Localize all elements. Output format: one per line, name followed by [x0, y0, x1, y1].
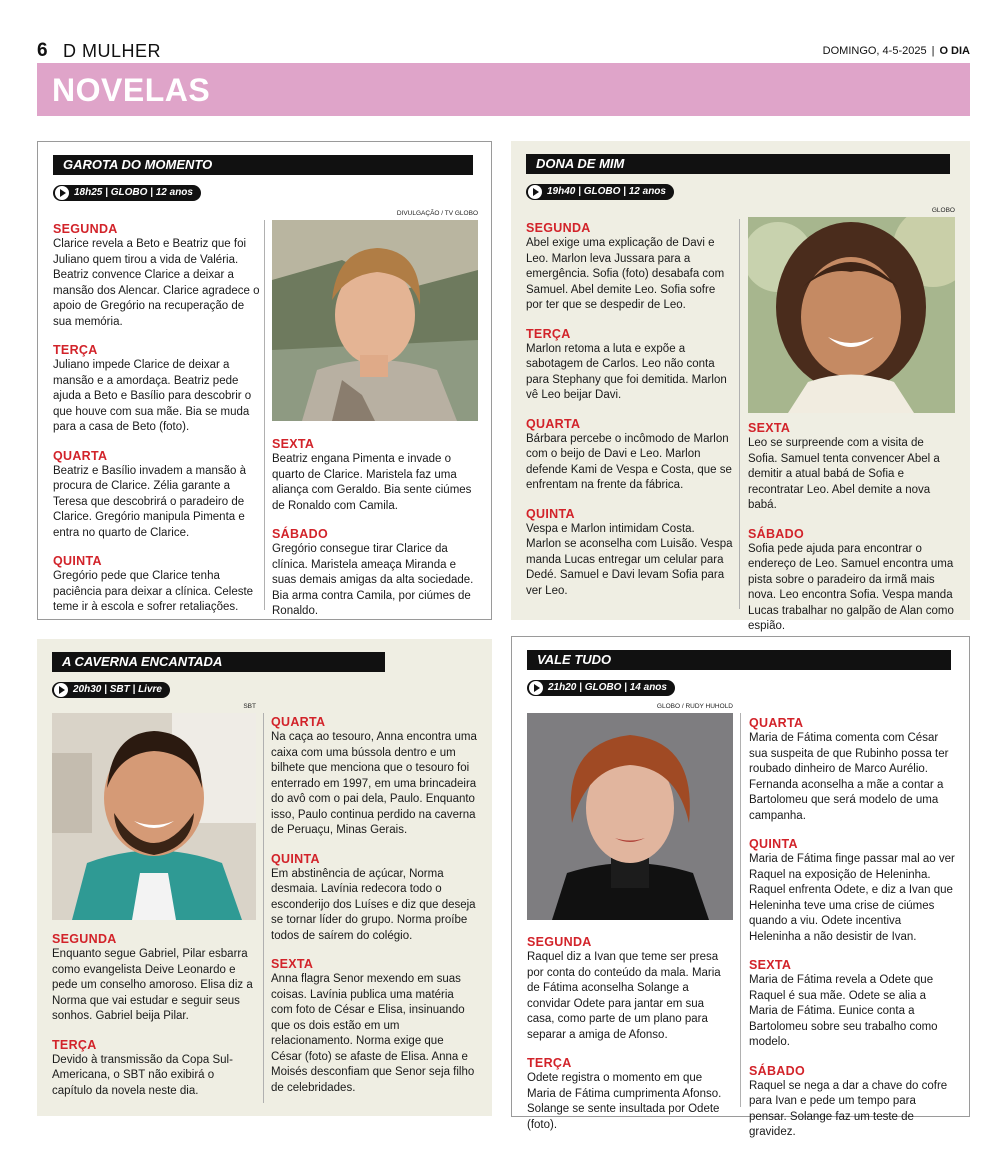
day-label: SEXTA: [748, 421, 791, 435]
day-entry: [749, 716, 956, 824]
synopsis-column-right: [272, 437, 478, 633]
day-entry: [271, 852, 477, 945]
day-label: QUINTA: [526, 506, 575, 521]
column-divider: [263, 713, 264, 1103]
broadcast-info: [527, 680, 675, 696]
column-divider: [264, 220, 265, 610]
column-divider: [739, 219, 740, 609]
broadcast-info-text: 18h25 | GLOBO | 12 anos: [74, 187, 193, 198]
day-entry: [749, 958, 956, 1051]
synopsis-column-right: [748, 421, 955, 648]
day-label: QUINTA: [53, 554, 102, 568]
column-divider: [740, 713, 741, 1107]
day-synopsis: Odete registra o momento em que Maria de Fátima cumprimenta Afonso. Solange se sente insultada por Odete (foto).: [527, 1072, 722, 1131]
section-title: NOVELAS: [52, 72, 211, 108]
page-header: [37, 40, 970, 62]
day-label: SÁBADO: [749, 1063, 805, 1078]
day-label: QUINTA: [271, 851, 320, 866]
day-synopsis: Anna flagra Senor mexendo em suas coisas. Lavínia publica uma matéria com foto de César e Elisa, insinuando que os dois estão em um relacionamento. Norma exige que César (foto) se afaste de Elisa. Anna e Moisés desconfiam que Senor seja filho de celebridades.: [271, 973, 475, 1094]
actor-photo: [52, 713, 256, 920]
day-synopsis: Bárbara percebe o incômodo de Marlon com o beijo de Davi e Leo. Marlon defende Kami de Vespa e Costa, que se enfrentam na frente da fábrica.: [526, 432, 732, 491]
novela-title: GAROTA DO MOMENTO: [53, 155, 473, 175]
day-synopsis: Beatriz e Basílio invadem a mansão à procura de Clarice. Zélia garante a Teresa que descobrirá o paradeiro de Clarice. Gregório manipula Pimenta e entra no quarto de Clarice.: [53, 464, 247, 539]
novela-title: A CAVERNA ENCANTADA: [52, 652, 385, 672]
synopsis-column-left: [526, 221, 733, 612]
day-entry: [749, 1064, 956, 1141]
photo-credit: GLOBO / RUDY HUHOLD: [656, 703, 733, 710]
photo-credit: SBT: [243, 703, 256, 710]
broadcast-info-text: 19h40 | GLOBO | 12 anos: [547, 186, 666, 197]
day-synopsis: Vespa e Marlon intimidam Costa. Marlon se aconselha com Luisão. Vespa manda Lucas entregar um celular para Dedé. Samuel e Davi levam Sofia para ver Leo.: [526, 522, 733, 597]
issue-date: DOMINGO, 4-5-2025: [822, 45, 927, 57]
novela-panel-vale-tudo: [511, 636, 970, 1138]
day-entry: [53, 449, 260, 542]
section-name: D MULHER: [63, 41, 162, 61]
dateline-separator: |: [931, 45, 935, 57]
day-label: QUARTA: [53, 448, 108, 463]
day-label: SEXTA: [272, 437, 315, 451]
broadcast-info: [52, 682, 170, 698]
novela-title: DONA DE MIM: [526, 154, 950, 174]
actor-photo: [272, 220, 478, 421]
day-synopsis: Abel exige uma explicação de Davi e Leo. Marlon leva Jussara para a emergência. Sofia (foto) desabafa com Samuel. Abel demite Leo. Sofia sofre por ter que se despedir de Leo.: [526, 237, 725, 311]
page-number: 6: [37, 40, 48, 61]
day-entry: [52, 932, 256, 1025]
day-label: QUARTA: [526, 416, 581, 431]
day-label: QUARTA: [749, 716, 804, 730]
day-synopsis: Gregório consegue tirar Clarice da clínica. Maristela ameaça Miranda e suas demais amigas da alta sociedade. Bia arma contra Camila, por ciúmes de Ronaldo.: [272, 543, 474, 617]
day-entry: [271, 715, 477, 839]
day-synopsis: Enquanto segue Gabriel, Pilar esbarra como evangelista Deive Leonardo e pede um conselho amoroso. Elisa diz a Norma que vai estudar e seguir seus sonhos. Gabriel beija Pilar.: [52, 948, 253, 1022]
day-label: SEGUNDA: [53, 222, 118, 236]
day-label: SEGUNDA: [526, 221, 591, 235]
day-synopsis: Sofia pede ajuda para encontrar o endereço de Leo. Samuel encontra uma pista sobre o paradeiro da irmã mais nova. Leo encontra Sofia. Vespa manda Lucas trabalhar no galpão de Alan como espião.: [748, 542, 954, 632]
day-synopsis: Gregório pede que Clarice tenha paciência para deixar a clínica. Celeste teme ir à escola e sofrer retaliações.: [53, 570, 254, 613]
day-entry: [53, 554, 260, 616]
day-synopsis: Beatriz engana Pimenta e invade o quarto de Clarice. Maristela faz uma aliança com Geraldo. Bia sente ciúmes de Ronaldo com Camila.: [272, 453, 472, 512]
day-synopsis: Na caça ao tesouro, Anna encontra uma caixa com uma bússola dentro e um bilhete que menciona que o tesouro foi enterrado em 1997, em uma brincadeira do avô com o pai dela, Paulo. Enquanto isso, Paulo continua perdido na caverna de Peruaçu, Minas Gerais.: [271, 731, 477, 836]
day-entry: [527, 1056, 733, 1133]
day-label: SÁBADO: [272, 527, 328, 541]
day-entry: [271, 957, 477, 1096]
day-entry: [526, 327, 733, 404]
day-label: SEGUNDA: [527, 935, 592, 949]
day-synopsis: Em abstinência de açúcar, Norma desmaia. Lavínia redecora todo o esconderijo dos Luíses e diz que deseja se tornar líder do grupo. Norma proíbe todos de saírem do colégio.: [271, 867, 476, 942]
day-synopsis: Maria de Fátima comenta com César sua suspeita de que Rubinho possa ter roubado dinheiro de Marco Aurélio. Fernanda aconselha a mãe a contar a Bartolomeu que será modelo de uma campanha.: [749, 732, 949, 822]
actor-photo: [748, 217, 955, 413]
synopsis-column-left: [53, 222, 260, 629]
novela-panel-a-caverna-encantada: [37, 639, 492, 1116]
newspaper-brand: O DIA: [939, 45, 970, 57]
broadcast-info-text: 20h30 | SBT | Livre: [73, 684, 162, 695]
synopsis-column-left: [52, 932, 256, 1112]
broadcast-info: [53, 185, 201, 201]
broadcast-info-text: 21h20 | GLOBO | 14 anos: [548, 682, 667, 693]
day-synopsis: Devido à transmissão da Copa Sul-Americana, o SBT não exibirá o capítulo da novela neste dia.: [52, 1053, 233, 1097]
day-synopsis: Marlon retoma a luta e expõe a sabotagem de Carlos. Leo não conta para Stephany que foi demitida. Marlon vê Leo beijar Davi.: [526, 342, 727, 401]
photo-credit: DIVULGAÇÃO / TV GLOBO: [396, 210, 478, 217]
actor-photo: [527, 713, 733, 920]
day-entry: [749, 837, 956, 945]
novela-title: VALE TUDO: [527, 650, 951, 670]
synopsis-column-left: [527, 935, 733, 1146]
day-synopsis: Leo se surpreende com a visita de Sofia. Samuel tenta convencer Abel a demitir a atual babá de Sofia e recontratar Leo. Abel demite a nova babá.: [748, 437, 940, 511]
day-synopsis: Raquel diz a Ivan que teme ser presa por conta do conteúdo da mala. Maria de Fátima aconselha Solange a convidar Odete para jantar em sua casa, como parte de um plano para separar a amiga de Afonso.: [527, 951, 721, 1041]
day-entry: [272, 437, 478, 514]
play-circle-icon: [528, 185, 542, 199]
day-label: TERÇA: [53, 343, 98, 357]
play-circle-icon: [54, 683, 68, 697]
day-synopsis: Maria de Fátima finge passar mal ao ver Raquel na exposição de Heleninha. Raquel enfrenta Odete, e diz a Ivan que Heleninha teve uma crise de ciúmes quando a viu. Odete incentiva Heleninha a não desistir de Ivan.: [749, 853, 955, 943]
broadcast-info: [526, 184, 674, 200]
day-label: SÁBADO: [748, 526, 804, 541]
day-label: SEGUNDA: [52, 932, 117, 946]
day-label: QUINTA: [749, 837, 798, 851]
day-synopsis: Clarice revela a Beto e Beatriz que foi Juliano quem tirou a vida de Valéria. Beatriz convence Clarice a deixar a mansão dos Alencar. Clarice agradece o apoio de Gregório na recuperação de sua memória.: [53, 238, 260, 328]
day-label: QUARTA: [271, 715, 326, 729]
day-entry: [53, 343, 260, 436]
day-entry: [748, 527, 955, 635]
play-circle-icon: [55, 186, 69, 200]
day-entry: [527, 935, 733, 1043]
synopsis-column-right: [749, 716, 956, 1154]
synopsis-column-right: [271, 715, 477, 1109]
dateline: [823, 45, 970, 57]
day-entry: [272, 527, 478, 620]
day-label: TERÇA: [52, 1037, 97, 1052]
day-label: SEXTA: [271, 957, 314, 971]
section-band: [37, 63, 970, 116]
day-entry: [526, 507, 733, 600]
day-entry: [748, 421, 955, 514]
photo-credit: GLOBO: [931, 207, 955, 214]
day-entry: [52, 1038, 256, 1100]
play-circle-icon: [529, 681, 543, 695]
day-entry: [526, 221, 733, 314]
day-label: TERÇA: [527, 1056, 572, 1070]
day-synopsis: Maria de Fátima revela a Odete que Raquel é sua mãe. Odete se alia a Maria de Fátima. Eunice conta a Bartolomeu sobre seu trabalho como modelo.: [749, 974, 938, 1048]
day-entry: [526, 417, 733, 494]
day-entry: [53, 222, 260, 330]
novela-panel-garota-do-momento: [37, 141, 492, 620]
novela-panel-dona-de-mim: [511, 141, 970, 632]
day-synopsis: Juliano impede Clarice de deixar a mansão e a amordaça. Beatriz pede ajuda a Beto e Basílio para descobrir o que houve com sua mãe. Bia se muda para a casa de Beto (foto).: [53, 359, 252, 433]
day-label: TERÇA: [526, 326, 571, 341]
day-label: SEXTA: [749, 958, 792, 972]
day-synopsis: Raquel se nega a dar a chave do cofre para Ivan e pede um tempo para pensar. Solange faz um teste de gravidez.: [749, 1079, 948, 1138]
